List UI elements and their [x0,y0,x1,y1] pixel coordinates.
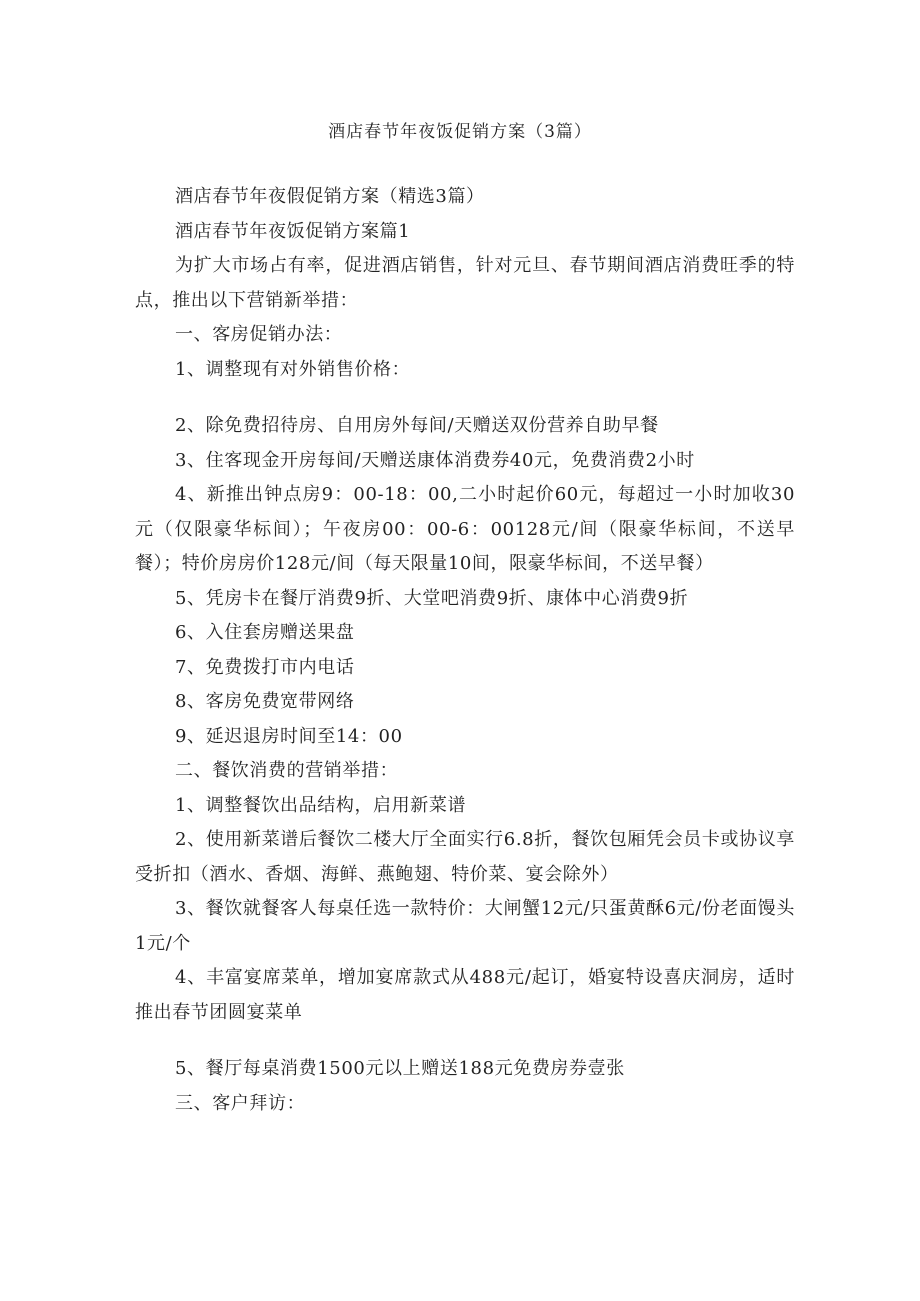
room-item-8: 8、客房免费宽带网络 [175,691,355,712]
subtitle-paragraph: 酒店春节年夜假促销方案（精选3篇） [175,186,485,207]
room-item-4: 4、新推出钟点房9：00-18：00,二小时起价60元，每超过一小时加收30元（仅限豪华标间）；午夜房00：00-6：00128元/间（限豪华标间，不送早餐）；特价房房价128元/间（每天限量10间，限豪华标间，不送早餐） [135,484,795,574]
dining-item-5: 5、餐厅每桌消费1500元以上赠送188元免费房券壹张 [175,1058,625,1079]
room-item-5: 5、凭房卡在餐厅消费9折、大堂吧消费9折、康体中心消费9折 [175,587,689,609]
section-heading-part-1: 酒店春节年夜饭促销方案篇1 [175,220,411,242]
room-item-7: 7、免费拨打市内电话 [175,656,355,678]
room-item-1: 1、调整现有对外销售价格： [175,358,411,380]
room-item-6: 6、入住套房赠送果盘 [175,622,355,643]
dining-item-1: 1、调整餐饮出品结构，启用新菜谱 [175,794,467,816]
room-item-3: 3、住客现金开房每间/天赠送康体消费券40元，免费消费2小时 [175,449,695,471]
dining-item-2: 2、使用新菜谱后餐饮二楼大厅全面实行6.8折，餐饮包厢凭会员卡或协议享受折扣（酒水、香烟、海鲜、燕鲍翅、特价菜、宴会除外） [135,829,795,885]
dining-item-3: 3、餐饮就餐客人每桌任选一款特价：大闸蟹12元/只蛋黄酥6元/份老面馒头1元/个 [135,898,795,954]
intro-paragraph: 为扩大市场占有率，促进酒店销售，针对元旦、春节期间酒店消费旺季的特点，推出以下营销新举措： [135,255,795,311]
heading-dining-promotion: 二、餐饮消费的营销举措： [175,760,399,781]
room-item-9: 9、延迟退房时间至14：00 [175,725,403,747]
room-item-2: 2、除免费招待房、自用房外每间/天赠送双份营养自助早餐 [175,415,659,436]
blank-gap [135,387,795,409]
document-body [135,180,795,1121]
heading-customer-visit: 三、客户拜访： [175,1092,306,1114]
heading-room-promotion: 一、客房促销办法： [175,324,343,345]
dining-item-4: 4、丰富宴席菜单，增加宴席款式从488元/起订，婚宴特设喜庆洞房，适时推出春节团圆宴菜单 [135,967,795,1023]
blank-gap [135,1030,795,1052]
document-title: 酒店春节年夜饭促销方案（3篇） [328,122,592,142]
